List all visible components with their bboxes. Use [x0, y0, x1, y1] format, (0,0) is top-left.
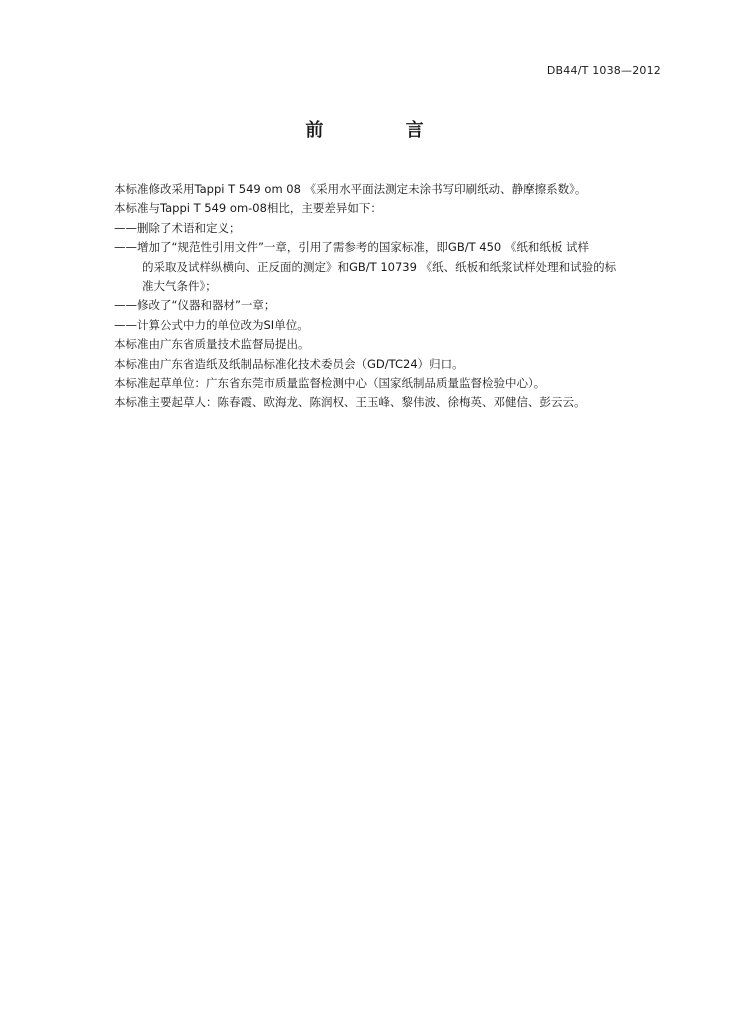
page-title: 前 言 [305, 120, 462, 141]
list-item-modified-instruments: ——修改了“仪器和器材”一章； [114, 298, 276, 313]
paragraph-drafting-unit: 本标准起草单位：广东省东莞市质量监督检测中心（国家纸制品质量监督检验中心）。 [114, 376, 546, 391]
foreword-body [114, 180, 674, 413]
paragraph-drafters: 本标准主要起草人：陈春霞、欧海龙、陈润权、王玉峰、黎伟波、徐梅英、邓健信、彭云云。 [114, 395, 586, 410]
paragraph-managed-by: 本标准由广东省造纸及纸制品标准化技术委员会（GD/TC24）归口。 [114, 356, 464, 371]
list-item-added-references: ——增加了“规范性引用文件”一章，引用了需参考的国家标准，即GB/T 450 《纸和纸板 试样 [114, 240, 590, 255]
list-item-added-references-cont-2: 准大气条件》； [142, 279, 217, 294]
list-item-si-units: ——计算公式中力的单位改为SI单位。 [114, 317, 309, 332]
paragraph-differences-intro: 本标准与Tappi T 549 om-08相比，主要差异如下： [114, 201, 382, 216]
list-item-added-references-cont-1: 的采取及试样纵横向、正反面的测定》和GB/T 10739 《纸、纸板和纸浆试样处理和试验的标 [142, 259, 617, 274]
paragraph-proposed-by: 本标准由广东省质量技术监督局提出。 [114, 337, 310, 352]
document-code: DB44/T 1038—2012 [546, 64, 661, 77]
list-item-deleted-terms: ——删除了术语和定义； [114, 220, 241, 235]
paragraph-adoption: 本标准修改采用Tappi T 549 om 08 《采用水平面法测定未涂书写印刷纸动、静摩擦系数》。 [114, 182, 587, 196]
